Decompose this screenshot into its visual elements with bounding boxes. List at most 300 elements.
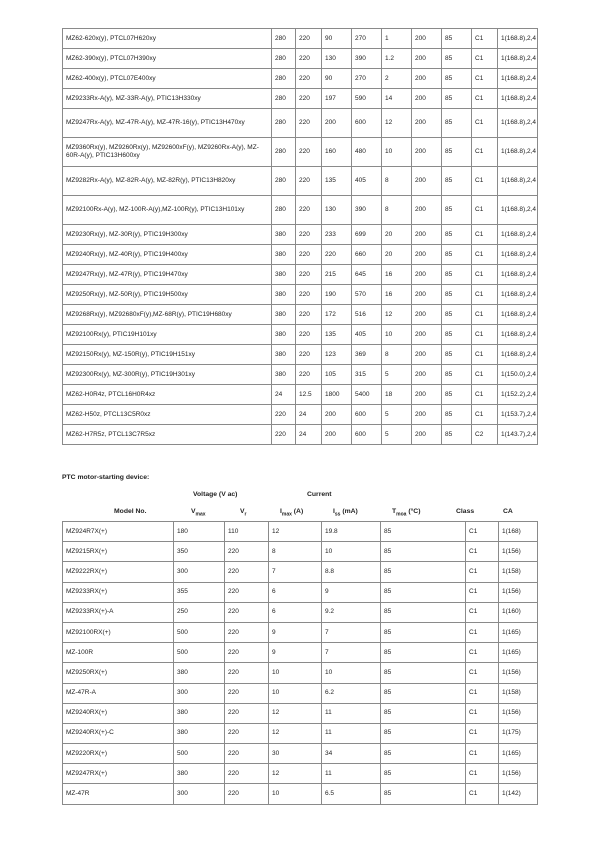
table-cell-model: MZ62-H0R4z, PTCL16H0R4xz xyxy=(63,385,272,405)
vr-header: $V_r$ xyxy=(240,508,247,518)
table-cell-ca: 1(142) xyxy=(499,784,538,804)
table-cell-tmoa: 85 xyxy=(381,744,466,764)
table-cell-c7: 85 xyxy=(442,405,472,425)
voltage-group-header: Voltage (V ac) xyxy=(193,491,238,498)
table-cell-c5: 5 xyxy=(382,405,412,425)
table-cell-cls: C1 xyxy=(466,683,499,703)
motor-starting-table-body xyxy=(63,522,538,805)
table-cell-ca: 1(156) xyxy=(499,663,538,683)
table-row xyxy=(63,285,538,305)
table-cell-c4: 480 xyxy=(352,138,382,167)
table-cell-vr: 220 xyxy=(225,723,269,743)
table-cell-c2: 220 xyxy=(296,285,322,305)
table-cell-iss: 10 xyxy=(322,663,381,683)
ca-header: CA xyxy=(503,508,513,515)
table-row xyxy=(63,385,538,405)
table-row xyxy=(63,764,538,784)
table-cell-iss: 19.8 xyxy=(322,522,381,542)
table-cell-cls: C1 xyxy=(466,602,499,622)
table-cell-imax: 7 xyxy=(269,562,322,582)
table-cell-vmax: 380 xyxy=(174,723,225,743)
table-row xyxy=(63,365,538,385)
table-cell-c7: 85 xyxy=(442,29,472,49)
table-cell-model: MZ9250RX(+) xyxy=(63,663,174,683)
table-cell-c6: 200 xyxy=(412,305,442,325)
table-cell-c7: 85 xyxy=(442,345,472,365)
table-cell-tmoa: 85 xyxy=(381,703,466,723)
table-cell-imax: 10 xyxy=(269,784,322,804)
table-cell-ca: 1(156) xyxy=(499,703,538,723)
table-row xyxy=(63,305,538,325)
table-cell-c2: 220 xyxy=(296,29,322,49)
table-cell-imax: 12 xyxy=(269,522,322,542)
table-cell-iss: 11 xyxy=(322,703,381,723)
table-cell-c2: 220 xyxy=(296,265,322,285)
table-cell-ca: 1(168.8),2,4 xyxy=(498,245,538,265)
table-row xyxy=(63,69,538,89)
table-cell-model: MZ9233Rx-A(y), MZ-33R-A(y), PTIC13H330xy xyxy=(63,89,272,109)
table-cell-cls: C1 xyxy=(472,265,498,285)
vmax-header: $V_{max}$ xyxy=(191,508,206,518)
table-cell-c6: 200 xyxy=(412,29,442,49)
table-cell-ca: 1(160) xyxy=(499,602,538,622)
table-cell-cls: C1 xyxy=(466,643,499,663)
table-cell-c2: 220 xyxy=(296,225,322,245)
table-cell-c6: 200 xyxy=(412,138,442,167)
table-cell-c2: 12.5 xyxy=(296,385,322,405)
table-cell-c4: 369 xyxy=(352,345,382,365)
table-cell-ca: 1(168.8),2,4 xyxy=(498,49,538,69)
table-cell-c6: 200 xyxy=(412,69,442,89)
table-cell-c3: 130 xyxy=(322,49,352,69)
table-cell-c1: 380 xyxy=(272,365,296,385)
table-cell-ca: 1(143.7),2,4 xyxy=(498,425,538,445)
table-cell-ca: 1(152.2),2,4 xyxy=(498,385,538,405)
class-header: Class xyxy=(456,508,475,515)
table-row xyxy=(63,196,538,225)
table-cell-cls: C2 xyxy=(472,425,498,445)
table-cell-model: MZ62-H7R5z, PTCL13C7R5xz xyxy=(63,425,272,445)
table-cell-c2: 220 xyxy=(296,89,322,109)
table-cell-c4: 390 xyxy=(352,196,382,225)
table-cell-c1: 220 xyxy=(272,405,296,425)
table-cell-c7: 85 xyxy=(442,265,472,285)
table-cell-imax: 9 xyxy=(269,643,322,663)
table-cell-model: MZ9360Rx(y), MZ9260Rx(y), MZ92600xF(y), MZ9260Rx-A(y), MZ-60R-A(y), PTIC13H600xy xyxy=(63,138,272,167)
table-cell-model: MZ9247Rx(y), MZ-47R(y), PTIC19H470xy xyxy=(63,265,272,285)
table-cell-cls: C1 xyxy=(472,225,498,245)
table-cell-c1: 380 xyxy=(272,265,296,285)
table-cell-model: MZ9220RX(+) xyxy=(63,744,174,764)
table-cell-c5: 18 xyxy=(382,385,412,405)
table-cell-vr: 220 xyxy=(225,582,269,602)
table-cell-c7: 85 xyxy=(442,305,472,325)
table-row xyxy=(63,683,538,703)
table-cell-c7: 85 xyxy=(442,285,472,305)
table-row xyxy=(63,723,538,743)
table-cell-vr: 110 xyxy=(225,522,269,542)
table-cell-imax: 10 xyxy=(269,683,322,703)
table-cell-model: MZ9282Rx-A(y), MZ-82R-A(y), MZ-82R(y), PTIC13H820xy xyxy=(63,167,272,196)
table-cell-vmax: 300 xyxy=(174,784,225,804)
table-cell-imax: 10 xyxy=(269,663,322,683)
table-cell-c6: 200 xyxy=(412,325,442,345)
table-cell-ca: 1(168.8),2,4 xyxy=(498,138,538,167)
table-cell-c1: 280 xyxy=(272,138,296,167)
table-cell-c5: 1.2 xyxy=(382,49,412,69)
table-cell-vr: 220 xyxy=(225,602,269,622)
table-cell-iss: 34 xyxy=(322,744,381,764)
table-cell-tmoa: 85 xyxy=(381,643,466,663)
table-cell-c2: 220 xyxy=(296,138,322,167)
table-cell-cls: C1 xyxy=(472,345,498,365)
table-cell-c5: 14 xyxy=(382,89,412,109)
table-cell-c4: 570 xyxy=(352,285,382,305)
table-cell-c3: 130 xyxy=(322,196,352,225)
table-cell-model: MZ62-620x(y), PTCL07H620xy xyxy=(63,29,272,49)
table-row xyxy=(63,663,538,683)
table-cell-model: MZ9240RX(+) xyxy=(63,703,174,723)
table-cell-c2: 220 xyxy=(296,167,322,196)
table-cell-model: MZ92300Rx(y), MZ-300R(y), PTIC19H301xy xyxy=(63,365,272,385)
table-cell-c7: 85 xyxy=(442,49,472,69)
table-cell-cls: C1 xyxy=(466,784,499,804)
table-row xyxy=(63,109,538,138)
table-cell-ca: 1(168.8),2,4 xyxy=(498,69,538,89)
table-cell-cls: C1 xyxy=(472,245,498,265)
table-cell-c5: 2 xyxy=(382,69,412,89)
table-cell-model: MZ62-400x(y), PTCL07E400xy xyxy=(63,69,272,89)
table-cell-ca: 1(168.8),2,4 xyxy=(498,285,538,305)
table-cell-cls: C1 xyxy=(466,744,499,764)
table-cell-tmoa: 85 xyxy=(381,522,466,542)
table-cell-tmoa: 85 xyxy=(381,663,466,683)
table-cell-c2: 24 xyxy=(296,405,322,425)
table-cell-model: MZ9222RX(+) xyxy=(63,562,174,582)
table-cell-ca: 1(165) xyxy=(499,744,538,764)
ptc-spec-table xyxy=(62,28,538,445)
table-cell-vr: 220 xyxy=(225,663,269,683)
table-cell-c6: 200 xyxy=(412,425,442,445)
table-row xyxy=(63,602,538,622)
table-cell-c3: 215 xyxy=(322,265,352,285)
table-cell-c2: 220 xyxy=(296,305,322,325)
table-row xyxy=(63,49,538,69)
table-cell-tmoa: 85 xyxy=(381,562,466,582)
table-cell-cls: C1 xyxy=(466,703,499,723)
table-cell-imax: 8 xyxy=(269,542,322,562)
table-cell-model: MZ9215RX(+) xyxy=(63,542,174,562)
table-cell-cls: C1 xyxy=(472,138,498,167)
table-cell-vmax: 380 xyxy=(174,703,225,723)
table-cell-c1: 280 xyxy=(272,49,296,69)
table-cell-c6: 200 xyxy=(412,109,442,138)
table-cell-model: MZ-100R xyxy=(63,643,174,663)
table-cell-c5: 12 xyxy=(382,109,412,138)
table-cell-c7: 85 xyxy=(442,138,472,167)
table-cell-c4: 660 xyxy=(352,245,382,265)
table-cell-c6: 200 xyxy=(412,49,442,69)
table-cell-cls: C1 xyxy=(466,562,499,582)
table-cell-model: MZ92150Rx(y), MZ-150R(y), PTIC19H151xy xyxy=(63,345,272,365)
ptc-spec-table-body xyxy=(63,29,538,445)
table-row xyxy=(63,167,538,196)
table-cell-ca: 1(168.8),2,4 xyxy=(498,345,538,365)
table-cell-c5: 20 xyxy=(382,245,412,265)
table-cell-c6: 200 xyxy=(412,365,442,385)
table-cell-cls: C1 xyxy=(466,663,499,683)
model-no-header: Model No. xyxy=(114,508,147,515)
table-cell-c2: 220 xyxy=(296,245,322,265)
table-cell-vmax: 380 xyxy=(174,663,225,683)
table-cell-c1: 380 xyxy=(272,285,296,305)
table-cell-tmoa: 85 xyxy=(381,784,466,804)
table-cell-iss: 11 xyxy=(322,764,381,784)
table-cell-c4: 600 xyxy=(352,109,382,138)
table-cell-imax: 12 xyxy=(269,703,322,723)
table-cell-model: MZ9250Rx(y), MZ-50R(y), PTIC19H500xy xyxy=(63,285,272,305)
table-cell-vr: 220 xyxy=(225,562,269,582)
table-cell-cls: C1 xyxy=(466,764,499,784)
table-cell-vr: 220 xyxy=(225,622,269,642)
table-cell-cls: C1 xyxy=(472,109,498,138)
table-cell-c5: 8 xyxy=(382,196,412,225)
table-cell-vmax: 300 xyxy=(174,562,225,582)
table-cell-c6: 200 xyxy=(412,385,442,405)
table-cell-c3: 233 xyxy=(322,225,352,245)
table-row xyxy=(63,542,538,562)
table-cell-c5: 1 xyxy=(382,29,412,49)
table-cell-vmax: 300 xyxy=(174,683,225,703)
table-cell-c7: 85 xyxy=(442,69,472,89)
table-cell-iss: 11 xyxy=(322,723,381,743)
tmoa-header: $T_{moa}$ (°C) xyxy=(392,508,421,518)
table-cell-cls: C1 xyxy=(472,196,498,225)
imax-header: $I_{max}$ (A) xyxy=(280,508,304,518)
current-group-header: Current xyxy=(307,491,332,498)
table-cell-c1: 280 xyxy=(272,196,296,225)
table-cell-c4: 516 xyxy=(352,305,382,325)
motor-starting-table xyxy=(62,521,538,805)
table-row xyxy=(63,89,538,109)
table-cell-c4: 270 xyxy=(352,69,382,89)
table-cell-vmax: 500 xyxy=(174,643,225,663)
table-row xyxy=(63,582,538,602)
table-cell-model: MZ9247Rx-A(y), MZ-47R-A(y), MZ-47R-16(y), PTIC13H470xy xyxy=(63,109,272,138)
table-cell-ca: 1(168.8),2,4 xyxy=(498,265,538,285)
table-cell-c4: 600 xyxy=(352,405,382,425)
table-cell-c3: 135 xyxy=(322,167,352,196)
table-cell-c7: 85 xyxy=(442,196,472,225)
table-cell-c2: 220 xyxy=(296,365,322,385)
table-cell-c5: 16 xyxy=(382,265,412,285)
table-cell-cls: C1 xyxy=(472,49,498,69)
table-cell-c4: 270 xyxy=(352,29,382,49)
table-cell-vr: 220 xyxy=(225,744,269,764)
table-cell-c2: 220 xyxy=(296,49,322,69)
table-cell-vr: 220 xyxy=(225,542,269,562)
table-cell-c4: 590 xyxy=(352,89,382,109)
table-cell-cls: C1 xyxy=(472,385,498,405)
table-cell-iss: 10 xyxy=(322,542,381,562)
table-cell-tmoa: 85 xyxy=(381,764,466,784)
table-cell-vr: 220 xyxy=(225,703,269,723)
table-cell-vmax: 355 xyxy=(174,582,225,602)
table-cell-c3: 200 xyxy=(322,109,352,138)
table-cell-c1: 380 xyxy=(272,245,296,265)
table-cell-vr: 220 xyxy=(225,643,269,663)
table-cell-c1: 380 xyxy=(272,325,296,345)
table-cell-c3: 1800 xyxy=(322,385,352,405)
table-cell-c1: 220 xyxy=(272,425,296,445)
table-cell-iss: 6.5 xyxy=(322,784,381,804)
table-cell-c3: 160 xyxy=(322,138,352,167)
table-cell-model: MZ9268Rx(y), MZ92680xF(y),MZ-68R(y), PTIC19H680xy xyxy=(63,305,272,325)
table-cell-iss: 8.8 xyxy=(322,562,381,582)
table-cell-c6: 200 xyxy=(412,245,442,265)
table-cell-iss: 7 xyxy=(322,643,381,663)
table-cell-ca: 1(168.8),2,4 xyxy=(498,305,538,325)
table-cell-c6: 200 xyxy=(412,196,442,225)
table-row xyxy=(63,138,538,167)
table-cell-imax: 30 xyxy=(269,744,322,764)
table-cell-c2: 220 xyxy=(296,69,322,89)
table-cell-ca: 1(175) xyxy=(499,723,538,743)
table-cell-ca: 1(168.8),2,4 xyxy=(498,29,538,49)
table-row xyxy=(63,522,538,542)
table-cell-c3: 200 xyxy=(322,405,352,425)
table-cell-imax: 6 xyxy=(269,602,322,622)
table-cell-model: MZ-47R-A xyxy=(63,683,174,703)
table-cell-ca: 1(158) xyxy=(499,683,538,703)
table-cell-cls: C1 xyxy=(472,365,498,385)
table-cell-cls: C1 xyxy=(466,522,499,542)
table-cell-c3: 200 xyxy=(322,425,352,445)
table-cell-tmoa: 85 xyxy=(381,723,466,743)
table-cell-ca: 1(156) xyxy=(499,764,538,784)
table-cell-iss: 7 xyxy=(322,622,381,642)
table-cell-vmax: 500 xyxy=(174,744,225,764)
table-cell-c4: 315 xyxy=(352,365,382,385)
table-cell-ca: 1(156) xyxy=(499,542,538,562)
table-cell-c7: 85 xyxy=(442,225,472,245)
table-cell-model: MZ92100Rx-A(y), MZ-100R-A(y),MZ-100R(y), PTIC13H101xy xyxy=(63,196,272,225)
table-cell-vr: 220 xyxy=(225,683,269,703)
table-cell-c3: 135 xyxy=(322,325,352,345)
table-cell-tmoa: 85 xyxy=(381,602,466,622)
table-cell-iss: 9.2 xyxy=(322,602,381,622)
table-row xyxy=(63,425,538,445)
table-cell-c6: 200 xyxy=(412,285,442,305)
table-cell-vmax: 500 xyxy=(174,622,225,642)
table-cell-c4: 405 xyxy=(352,167,382,196)
table-cell-c5: 20 xyxy=(382,225,412,245)
table-cell-c1: 280 xyxy=(272,167,296,196)
table-cell-tmoa: 85 xyxy=(381,542,466,562)
table-cell-imax: 9 xyxy=(269,622,322,642)
table-cell-tmoa: 85 xyxy=(381,683,466,703)
table-cell-ca: 1(165) xyxy=(499,622,538,642)
table-cell-c7: 85 xyxy=(442,325,472,345)
table-cell-c1: 280 xyxy=(272,69,296,89)
table-cell-model: MZ62-H50z, PTCL13C5R0xz xyxy=(63,405,272,425)
table-cell-c7: 85 xyxy=(442,89,472,109)
table-cell-c6: 200 xyxy=(412,89,442,109)
table-cell-c3: 90 xyxy=(322,29,352,49)
table-cell-cls: C1 xyxy=(472,325,498,345)
table-cell-c4: 405 xyxy=(352,325,382,345)
table-cell-c4: 600 xyxy=(352,425,382,445)
table-cell-c6: 200 xyxy=(412,265,442,285)
table-cell-c7: 85 xyxy=(442,109,472,138)
table-cell-model: MZ92100Rx(y), PTIC19H101xy xyxy=(63,325,272,345)
table-row xyxy=(63,703,538,723)
table-cell-cls: C1 xyxy=(472,285,498,305)
table-cell-c1: 380 xyxy=(272,305,296,325)
table-cell-ca: 1(168) xyxy=(499,522,538,542)
table-cell-c6: 200 xyxy=(412,225,442,245)
table-cell-model: MZ924R7X(+) xyxy=(63,522,174,542)
table-cell-c5: 10 xyxy=(382,325,412,345)
table-cell-c3: 105 xyxy=(322,365,352,385)
table-cell-c7: 85 xyxy=(442,425,472,445)
table-cell-c2: 220 xyxy=(296,345,322,365)
table-cell-cls: C1 xyxy=(472,29,498,49)
table-row xyxy=(63,265,538,285)
table-cell-c7: 85 xyxy=(442,365,472,385)
table-cell-tmoa: 85 xyxy=(381,622,466,642)
table-cell-tmoa: 85 xyxy=(381,582,466,602)
table-cell-ca: 1(168.8),2,4 xyxy=(498,325,538,345)
table-cell-cls: C1 xyxy=(466,582,499,602)
table-cell-imax: 12 xyxy=(269,723,322,743)
table-cell-ca: 1(165) xyxy=(499,643,538,663)
table-row xyxy=(63,744,538,764)
table-cell-c6: 200 xyxy=(412,345,442,365)
table-cell-model: MZ9233RX(+) xyxy=(63,582,174,602)
table-row xyxy=(63,784,538,804)
table-cell-cls: C1 xyxy=(466,542,499,562)
table-cell-c3: 197 xyxy=(322,89,352,109)
table-cell-model: MZ9230Rx(y), MZ-30R(y), PTIC19H300xy xyxy=(63,225,272,245)
table-cell-c1: 380 xyxy=(272,225,296,245)
table-cell-cls: C1 xyxy=(472,167,498,196)
table-row xyxy=(63,325,538,345)
table-cell-ca: 1(150.0),2,4 xyxy=(498,365,538,385)
table-cell-iss: 6.2 xyxy=(322,683,381,703)
table-cell-c3: 220 xyxy=(322,245,352,265)
table-cell-model: MZ9240Rx(y), MZ-40R(y), PTIC19H400xy xyxy=(63,245,272,265)
table-cell-c1: 280 xyxy=(272,109,296,138)
table-cell-cls: C1 xyxy=(472,69,498,89)
table-row xyxy=(63,225,538,245)
table-row xyxy=(63,345,538,365)
table-cell-ca: 1(153.7),2,4 xyxy=(498,405,538,425)
table-cell-ca: 1(168.8),2,4 xyxy=(498,89,538,109)
table-cell-c6: 200 xyxy=(412,167,442,196)
table-cell-c4: 5400 xyxy=(352,385,382,405)
table-cell-ca: 1(168.8),2,4 xyxy=(498,196,538,225)
table-cell-c3: 172 xyxy=(322,305,352,325)
table-cell-vr: 220 xyxy=(225,764,269,784)
table-cell-imax: 6 xyxy=(269,582,322,602)
table-cell-c7: 85 xyxy=(442,385,472,405)
table-cell-vmax: 180 xyxy=(174,522,225,542)
table-cell-iss: 9 xyxy=(322,582,381,602)
table-cell-c5: 5 xyxy=(382,425,412,445)
table-cell-model: MZ9240RX(+)-C xyxy=(63,723,174,743)
table-row xyxy=(63,643,538,663)
